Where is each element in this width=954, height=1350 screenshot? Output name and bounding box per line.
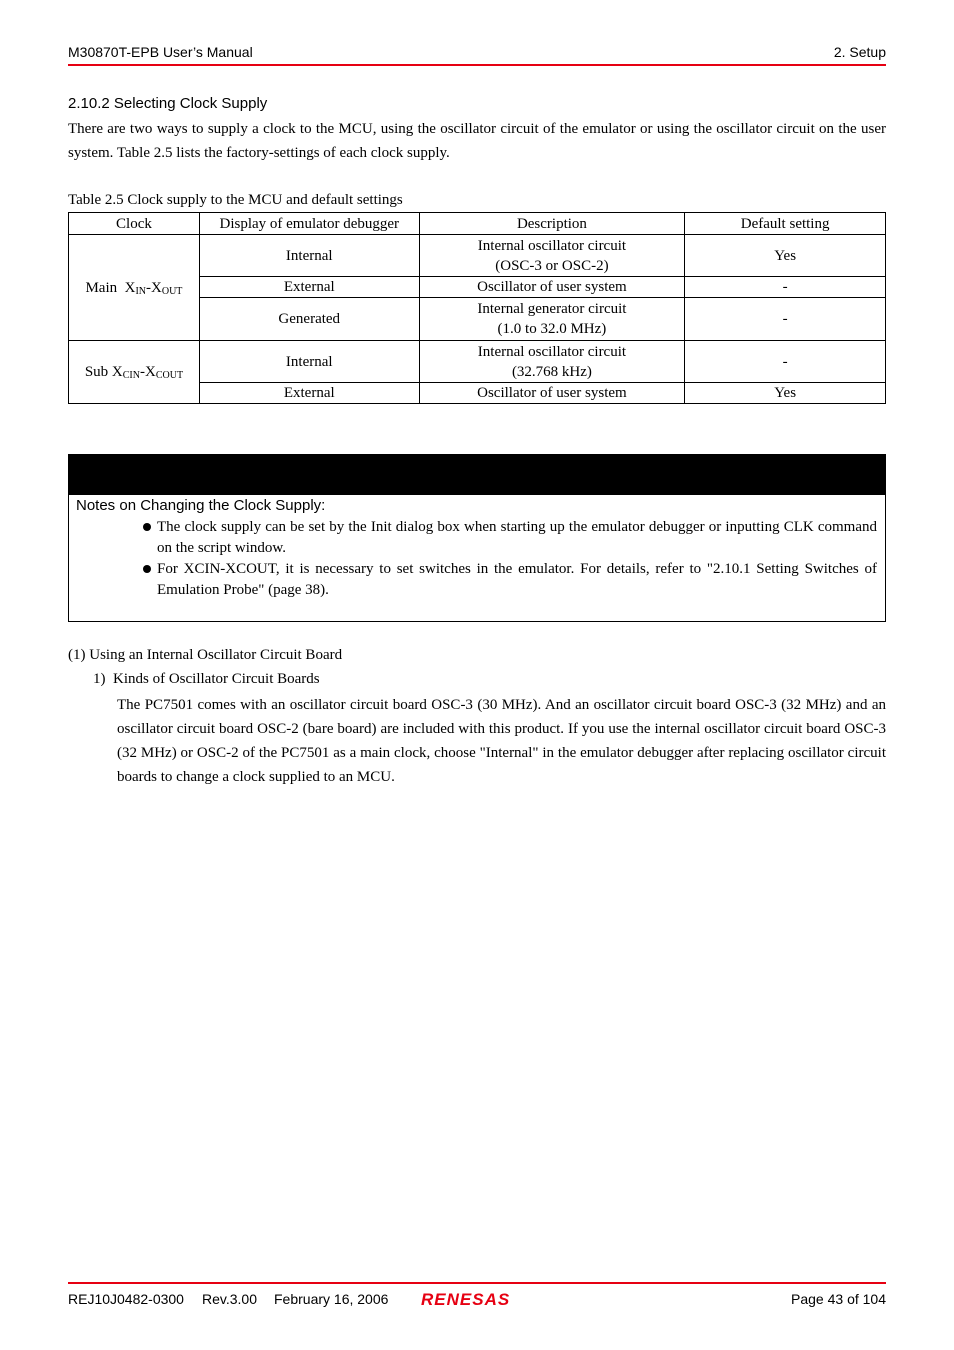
- cell-description: [419, 235, 685, 277]
- sub-label-sub-cin: CIN: [122, 370, 140, 381]
- note-text: For XCIN-XCOUT, it is necessary to set switches in the emulator. For details, refer to "2.10.1 Setting Switches of Emulation Probe" (page 38).: [157, 561, 877, 598]
- table-caption: Table 2.5 Clock supply to the MCU and default settings: [68, 192, 403, 208]
- bullet-icon: [143, 523, 151, 531]
- intro-paragraph: There are two ways to supply a clock to the MCU, using the oscillator circuit of the emulator or using the oscillator circuit on the user system. Table 2.5 lists the factory-settings of each clock supply.: [68, 121, 886, 161]
- notes-box: [68, 454, 886, 622]
- notes-title-bar: [69, 455, 885, 495]
- cell-display: Internal: [199, 235, 419, 277]
- cell-description: [419, 341, 685, 383]
- header-default: Default setting: [685, 213, 886, 235]
- renesas-logo-text: RENESAS: [421, 1290, 511, 1309]
- main-label-prefix: Main X: [85, 279, 136, 296]
- cell-description: Oscillator of user system: [419, 277, 685, 298]
- header-rule: [68, 64, 886, 66]
- header-chapter: 2. Setup: [833, 44, 886, 60]
- notes-title: Notes on Changing the Clock Supply:: [76, 497, 326, 514]
- note-text: The clock supply can be set by the Init dialog box when starting up the emulator debugger or inputting CLK command on the script window.: [157, 519, 877, 556]
- cell-default: Yes: [685, 383, 886, 404]
- footer-page-number: Page 43 of 104: [791, 1291, 886, 1307]
- table-header-row: [69, 213, 886, 235]
- cell-display: External: [199, 277, 419, 298]
- footer-rule: [68, 1282, 886, 1284]
- section-title: 2.10.2 Selecting Clock Supply: [68, 95, 268, 112]
- cell-default: -: [685, 277, 886, 298]
- cell-default: -: [685, 298, 886, 341]
- renesas-logo: [421, 1290, 510, 1310]
- desc-line2: (OSC-3 or OSC-2): [495, 257, 609, 274]
- footer-date: February 16, 2006: [274, 1291, 389, 1307]
- cell-description: [419, 298, 685, 341]
- sub-label-mid: -X: [140, 364, 156, 380]
- cell-default: -: [685, 341, 886, 383]
- desc-line1: Internal oscillator circuit: [477, 343, 627, 360]
- bullet-icon: [143, 565, 151, 573]
- desc-line2: (32.768 kHz): [511, 363, 592, 380]
- main-label-mid: -X: [146, 279, 162, 296]
- sub-label-sub-cout: COUT: [155, 370, 184, 381]
- header-display: Display of emulator debugger: [199, 213, 419, 235]
- footer-revision: Rev.3.00: [202, 1291, 257, 1307]
- body-paragraph: The PC7501 comes with an oscillator circuit board OSC-3 (30 MHz). And an oscillator circuit board OSC-3 (32 MHz) and an oscillator circuit board OSC-2 (bare board) are included with this product. If you use the internal oscillator circuit board OSC-3 (32 MHz) or OSC-2 of the PC7501 as a main clock, choose "Internal" in the emulator debugger after replacing oscillator circuit boards to change a clock supplied to an MCU.: [117, 697, 886, 785]
- notes-list: [143, 517, 877, 601]
- header-manual-title: M30870T-EPB User’s Manual: [68, 44, 253, 60]
- sub-subsection-heading: 1) Kinds of Oscillator Circuit Boards: [93, 671, 320, 687]
- cell-display: Internal: [199, 341, 419, 383]
- desc-line1: Internal generator circuit: [477, 301, 627, 317]
- table-row: [69, 235, 886, 277]
- header-description: Description: [419, 213, 685, 235]
- cell-default: Yes: [685, 235, 886, 277]
- cell-description: Oscillator of user system: [419, 383, 685, 404]
- desc-line1: Internal oscillator circuit: [477, 237, 627, 254]
- cell-display: External: [199, 383, 419, 404]
- sub-label-prefix: Sub X: [84, 364, 123, 380]
- subsection-heading: (1) Using an Internal Oscillator Circuit Board: [68, 647, 343, 663]
- desc-line2: (1.0 to 32.0 MHz): [497, 321, 607, 337]
- main-label-sub-out: OUT: [161, 285, 183, 297]
- main-clock-label: [69, 235, 200, 341]
- header-clock: Clock: [69, 213, 200, 235]
- cell-display: Generated: [199, 298, 419, 341]
- note-item: [143, 559, 877, 601]
- note-item: [143, 517, 877, 559]
- footer-doc-id: REJ10J0482-0300: [68, 1291, 184, 1307]
- clock-supply-table: [68, 212, 886, 404]
- sub-clock-label: [69, 341, 200, 404]
- main-label-sub-in: IN: [135, 285, 147, 297]
- table-row: [69, 341, 886, 383]
